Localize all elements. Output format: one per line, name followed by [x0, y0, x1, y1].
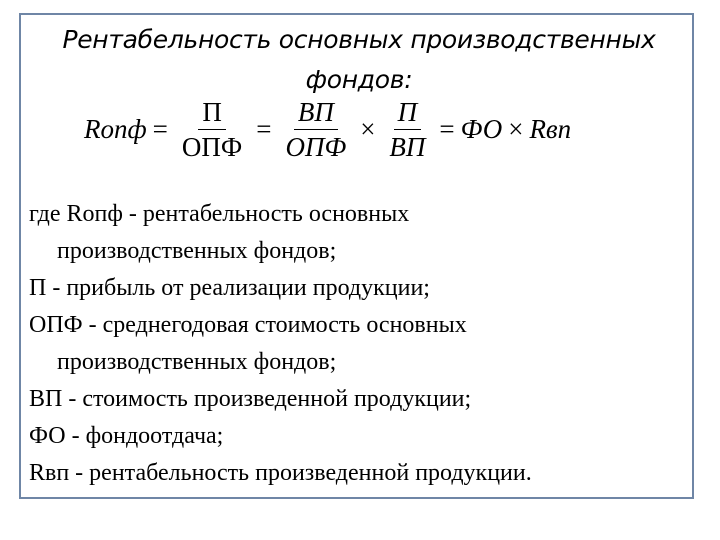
definition-line: ФО - фондоотдача; [29, 423, 224, 449]
definition-line: ОПФ - среднегодовая стоимость основных [29, 312, 467, 338]
fraction-denominator: ОПФ [285, 131, 347, 162]
fraction-denominator: ВП [389, 131, 426, 162]
multiply-sign: × [360, 113, 376, 144]
definition-line: производственных фондов; [57, 349, 337, 375]
fraction-numerator: П [394, 97, 422, 130]
formula-lhs: Rопф [84, 113, 147, 144]
multiply-sign: × [508, 113, 524, 144]
definitions-list [29, 196, 689, 492]
fraction-numerator: П [198, 97, 226, 130]
fraction-profit-over-opf [178, 97, 246, 162]
fraction-profit-over-vp [385, 97, 429, 162]
equals-sign: = [152, 113, 168, 144]
title-line-1: Рентабельность основных производственных [62, 25, 656, 54]
equals-sign: = [256, 113, 272, 144]
definition-line: где Rопф - рентабельность основных [29, 201, 410, 227]
definition-line: П - прибыль от реализации продукции; [29, 275, 430, 301]
formula-rvp: Rвп [529, 113, 572, 144]
fraction-denominator: ОПФ [181, 131, 243, 162]
fraction-vp-over-opf [281, 97, 350, 162]
profitability-formula [84, 94, 571, 164]
definition-line: Rвп - рентабельность произведенной продукции. [29, 460, 532, 486]
title-line-2: фондов: [305, 65, 413, 94]
fraction-numerator: ВП [294, 97, 338, 130]
definition-line: производственных фондов; [57, 238, 337, 264]
slide-title [20, 20, 698, 100]
formula-fo: ФО [460, 113, 503, 144]
equals-sign: = [439, 113, 455, 144]
definition-line: ВП - стоимость произведенной продукции; [29, 386, 472, 412]
